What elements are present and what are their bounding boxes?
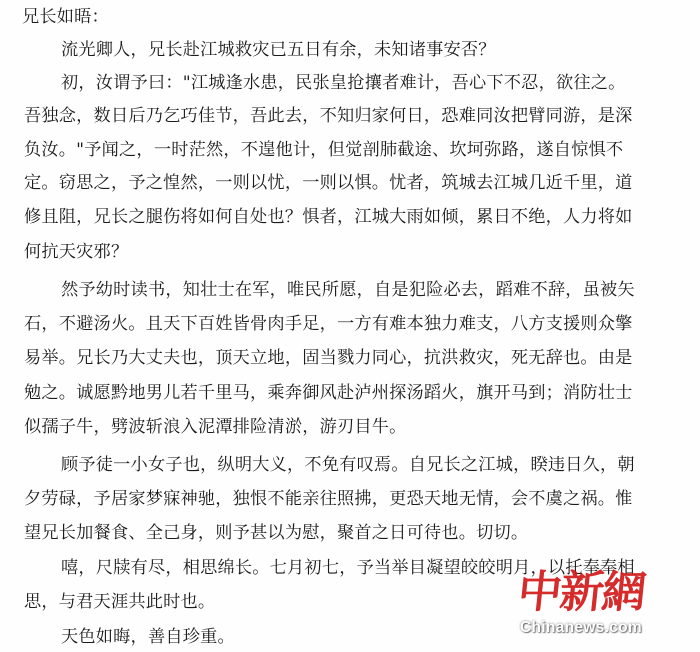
letter-line: 吾独念，数日后乃乞巧佳节，吾此去，不知归家何日，恐难同汝把臂同游，是深: [24, 106, 633, 126]
letter-line: 流光卿人，兄长赴江城救灾已五日有余，未知诸事安否？: [61, 40, 496, 60]
letter-salutation: 兄长如晤：: [22, 7, 109, 27]
letter-line: 夕劳碌，予居家梦寐神驰，独恨不能亲往照拂，更恐天地无情，会不虞之祸。惟: [24, 489, 633, 509]
letter-line: 勉之。诚愿黔地男儿若千里马，乘奔御风赴泸州探汤蹈火，旗开马到；消防壮士: [24, 383, 633, 403]
chinanews-watermark: [476, 568, 686, 646]
letter-line: 石，不避汤火。且天下百姓皆骨肉手足，一方有难本独力难支，八方支援则众擎: [24, 314, 633, 334]
letter-line: 然予幼时读书，知壮士在军，唯民所愿，自是犯险必去，蹈难不辞，虽被矢: [61, 280, 635, 300]
letter-line: 初，汝谓予曰："江城逢水患，民张皇抢攘者难计，吾心下不忍，欲往之。: [61, 73, 626, 93]
letter-line: 负汝。"予闻之，一时茫然，不遑他计，但觉剖肺截途、坎坷弥路，遂自惊惧不: [24, 140, 624, 160]
letter-line: 定。窃思之，予之惶然，一则以忧，一则以惧。忧者，筑城去江城几近千里，道: [24, 173, 633, 193]
letter-line: 嘻，尺牍有尽，相思绵长。七月初七，予当举目凝望皎皎明月，以托奉奉相: [61, 558, 635, 578]
letter-line: 望兄长加餐食、全己身，则予甚以为慰，聚首之日可待也。切切。: [24, 523, 529, 543]
letter-line: 顾予徒一小女子也，纵明大义，不免有叹焉。自兄长之江城，睽违日久，朝: [61, 455, 635, 475]
letter-line: 何抗天灾邪？: [24, 242, 129, 262]
letter-line: 思，与君天涯共此时也。: [24, 592, 216, 612]
letter-line: 似孺子牛，劈波斩浪入泥潭排险清淤，游刃目牛。: [24, 417, 407, 437]
letter-line: 天色如晦，善自珍重。: [61, 627, 235, 647]
letter-line: 易举。兄长乃大丈夫也，顶天立地，固当戮力同心，抗洪救灾，死无辞也。由是: [24, 348, 633, 368]
watermark-url: Chinanews.com: [520, 619, 642, 636]
letter-line: 修且阻，兄长之腿伤将如何自处也？惧者，江城大雨如倾，累日不绝，人力将如: [24, 207, 633, 227]
watermark-logo: 中新網: [515, 567, 647, 618]
